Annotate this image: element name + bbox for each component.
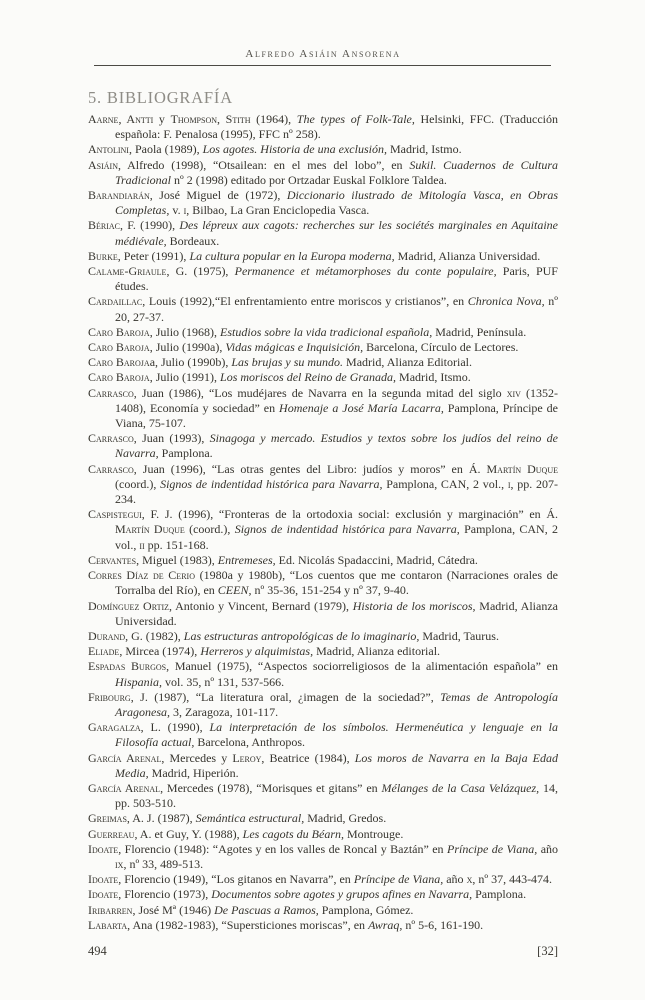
- bibliography-list: [88, 112, 558, 933]
- bibliography-entry: Labarta, Ana (1982-1983), “Supersticiones moriscas”, en Awraq, nº 5-6, 161-190.: [88, 917, 484, 932]
- page-number: 494: [88, 944, 107, 958]
- bibliography-entry: Durand, G. (1982), Las estructuras antropológicas de lo imaginario, Madrid, Taurus.: [88, 628, 499, 643]
- bibliography-entry: Cardaillac, Louis (1992),“El enfrentamiento entre moriscos y cristianos”, en Chronica Nova, nº 20, 27-37.: [88, 294, 559, 324]
- bibliography-entry: Guerreau, A. et Guy, Y. (1988), Les cagots du Béarn, Montrouge.: [88, 826, 404, 841]
- bibliography-entry: Cervantes, Miguel (1983), Entremeses, Ed. Nicolás Spadaccini, Madrid, Cátedra.: [88, 552, 478, 567]
- header-divider: [94, 65, 551, 66]
- bibliography-entry: Idoate, Florencio (1973), Documentos sobre agotes y grupos afines en Navarra, Pamplona.: [88, 887, 527, 902]
- bibliography-entry: Caro Baroja, Julio (1991), Los moriscos del Reino de Granada, Madrid, Itsmo.: [88, 370, 471, 385]
- page: [88, 0, 558, 1000]
- bibliography-entry: Iribarren, José Mª (1946) De Pascuas a Ramos, Pamplona, Gómez.: [88, 902, 414, 917]
- bibliography-entry: Asiáin, Alfredo (1998), “Otsailean: en el mes del lobo”, en Sukil. Cuadernos de Cultura Tradicional nº 2 (1998) editado por Ortzadar Euskal Folklore Taldea.: [88, 157, 558, 187]
- bibliography-entry: Carrasco, Juan (1996), “Las otras gentes del Libro: judíos y moros” en Á. Martín Duque (coord.), Signos de indentidad histórica para Navarra, Pamplona, CAN, 2 vol., i, pp. 207-234.: [88, 461, 558, 507]
- bibliography-entry: Espadas Burgos, Manuel (1975), “Aspectos sociorreligiosos de la alimentación española” en Hispania, vol. 35, nº 131, 537-566.: [88, 659, 558, 689]
- bibliography-entry: García Arenal, Mercedes (1978), “Morisques et gitans” en Mélanges de la Casa Velázquez, 14, pp. 503-510.: [88, 780, 559, 811]
- page-title: 5. BIBLIOGRAFÍA: [88, 88, 233, 107]
- running-header: Alfredo Asiáin Ansorena: [245, 48, 401, 60]
- bibliography-entry: García Arenal, Mercedes y Leroy, Beatrice (1984), Los moros de Navarra en la Baja Edad Media, Madrid, Hiperión.: [88, 750, 559, 780]
- bibliography-entry: Fribourg, J. (1987), “La literatura oral, ¿imagen de la sociedad?”, Temas de Antropología Aragonesa, 3, Zaragoza, 101-117.: [88, 689, 558, 719]
- bibliography-entry: Corres Díaz de Cerio (1980a y 1980b), “Los cuentos que me contaron (Narraciones orales de Torralba del Río), en CEEN, nº 35-36, 151-254 y nº 37, 9-40.: [88, 568, 558, 598]
- bibliography-entry: Antolini, Paola (1989), Los agotes. Historia de una exclusión, Madrid, Istmo.: [88, 142, 462, 157]
- bibliography-entry: Idoate, Florencio (1948): “Agotes y en los valles de Roncal y Baztán” en Príncipe de Viana, año ix, nº 33, 489-513.: [88, 841, 559, 871]
- bibliography-entry: Caro Baroja, Julio (1968), Estudios sobre la vida tradicional española, Madrid, Península.: [88, 324, 527, 339]
- bibliography-entry: Greimas, A. J. (1987), Semántica estructural, Madrid, Gredos.: [88, 811, 387, 826]
- issue-number: [32]: [537, 944, 558, 958]
- bibliography-entry: Caro Baroja, Julio (1990a), Vidas mágicas e Inquisición, Barcelona, Círculo de Lectores.: [88, 340, 519, 355]
- bibliography-entry: Burke, Peter (1991), La cultura popular en la Europa moderna, Madrid, Alianza Universidad.: [88, 248, 541, 263]
- page-footer: [88, 944, 558, 959]
- bibliography-entry: Carrasco, Juan (1986), “Los mudéjares de Navarra en la segunda mitad del siglo xiv (1352-1408), Economía y sociedad” en Homenaje a José María Lacarra, Pamplona, Príncipe de Viana, 75-107.: [88, 385, 559, 431]
- bibliography-entry: Barandiarán, José Miguel de (1972), Diccionario ilustrado de Mitología Vasca, en Obras Completas, v. i, Bilbao, La Gran Enciclopedia Vasca.: [88, 188, 558, 218]
- bibliography-entry: Garagalza, L. (1990), La interpretación de los símbolos. Hermenéutica y lenguaje en la Filosofía actual, Barcelona, Anthropos.: [88, 720, 558, 750]
- bibliography-entry: Carrasco, Juan (1993), Sinagoga y mercado. Estudios y textos sobre los judíos del reino de Navarra, Pamplona.: [88, 431, 558, 461]
- bibliography-entry: Domínguez Ortiz, Antonio y Vincent, Bernard (1979), Historia de los moriscos, Madrid, Alianza Universidad.: [88, 598, 558, 628]
- bibliography-entry: Eliade, Mircea (1974), Herreros y alquimistas, Madrid, Alianza editorial.: [88, 644, 441, 659]
- bibliography-entry: Calame-Griaule, G. (1975), Permanence et métamorphoses du conte populaire, Paris, PUF études.: [88, 264, 558, 294]
- bibliography-entry: Caro Barojaa, Julio (1990b), Las brujas y su mundo. Madrid, Alianza Editorial.: [88, 355, 472, 370]
- bibliography-entry: Aarne, Antti y Thompson, Stith (1964), The types of Folk-Tale, Helsinki, FFC. (Traducción española: F. Penalosa (1995), FFC nº 258).: [88, 112, 558, 142]
- bibliography-entry: Bériac, F. (1990), Des lépreux aux cagots: recherches sur les sociétés marginales en Aquitaine médiévale, Bordeaux.: [88, 218, 558, 248]
- bibliography-entry: Idoate, Florencio (1949), “Los gitanos en Navarra”, en Príncipe de Viana, año x, nº 37, 443-474.: [88, 872, 553, 887]
- bibliography-entry: Caspistegui, F. J. (1996), “Fronteras de la ortodoxia social: exclusión y marginación” en Á. Martín Duque (coord.), Signos de indentidad histórica para Navarra, Pamplona, CAN, 2 vol., ii pp. 151-168.: [88, 507, 558, 552]
